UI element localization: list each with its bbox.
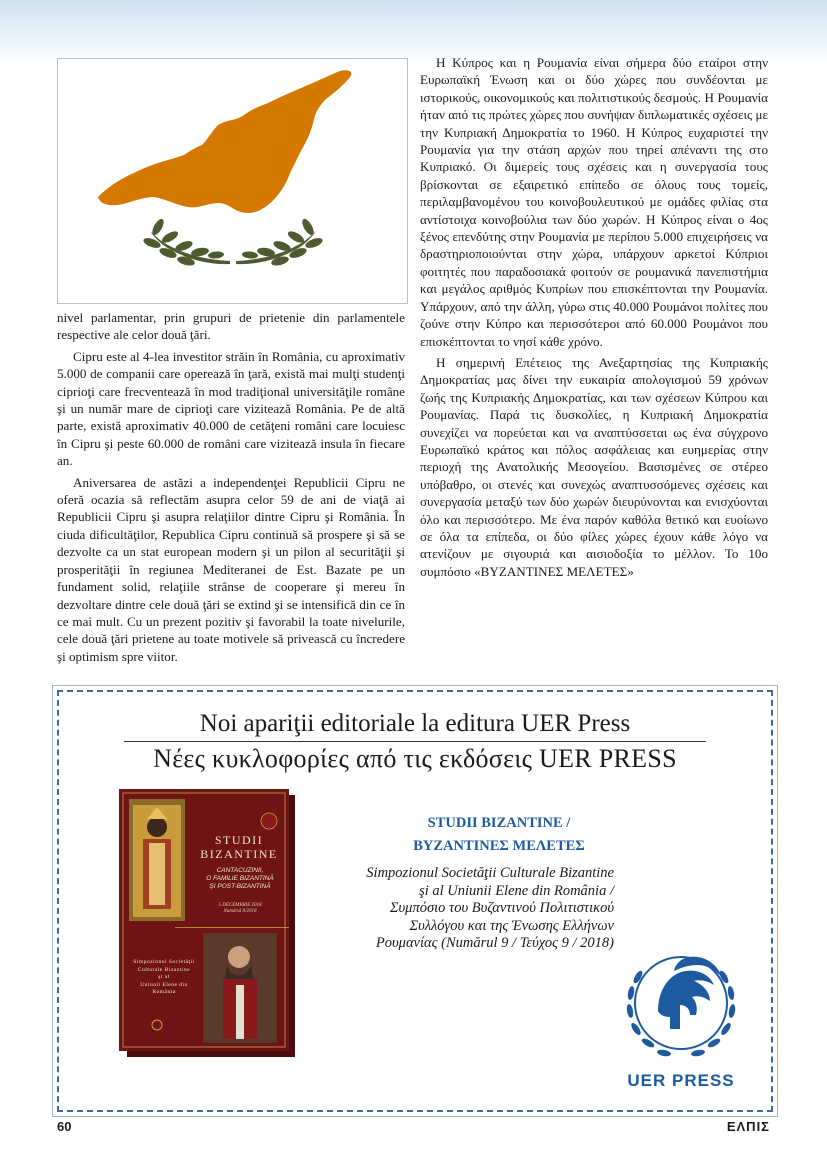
article-column-greek xyxy=(420,54,768,584)
page-header-sky xyxy=(0,0,827,62)
magazine-name: ΕΛΠΙΣ xyxy=(726,1119,770,1134)
book-description-line: Συμπόσιο του Βυζαντινού Πολιτιστικού xyxy=(389,900,614,916)
book-cover-lower-line: şi al xyxy=(158,974,170,980)
book-cover-subtitle-line: O FAMILIE BIZANTINĂ xyxy=(206,875,274,882)
book-cover-subtitle xyxy=(191,867,289,891)
cyprus-flag-icon xyxy=(57,58,408,304)
ad-title-greek: Νέες κυκλοφορίες από τις εκδόσεις UER PRESS xyxy=(153,744,677,773)
book-cover-lower-line: România xyxy=(152,989,176,995)
book-cover-date-line: Numărul 9/2018 xyxy=(223,909,257,914)
paragraph: Cipru este al 4-lea investitor străin în România, cu aproximativ 5.000 de companii care operează în ţară, există mai mulţi studenţi ciprioţi care frecventează în mod tradiţional universităţile române şi un număr mare de ciprioţi care vizitează România. Pe de altă parte, există aproximativ 40.000 de cetăţeni români care locuiesc în Cipru şi peste 60.000 de români care vizitează insula în fiecare an. xyxy=(57,348,405,469)
book-description-line: Συλλόγου και της Ένωσης Ελλήνων xyxy=(409,917,614,934)
book-cover-icon xyxy=(119,789,299,1057)
book-cover-title-line: STUDII xyxy=(214,833,264,847)
book-description-line: şi al Uniunii Elene din România / xyxy=(419,882,614,899)
book-cover-title xyxy=(189,833,289,861)
book-cover-subtitle-line: CANTACUZINII, xyxy=(216,867,264,874)
article-column-romanian xyxy=(57,309,405,669)
book-description-line: Ρουμανίας (Numărul 9 / Τεύχος 9 / 2018) xyxy=(375,935,614,951)
book-cover-date xyxy=(191,903,289,915)
athena-helmet-logo-icon xyxy=(614,937,748,1097)
ad-title-romanian: Noi apariţii editoriale la editura UER Press xyxy=(199,710,631,737)
paragraph: Η σημερινή Επέτειος της Ανεξαρτησίας της Κυπριακής Δημοκρατίας μας δίνει την ευκαιρία απολογισμού 59 χρόνων ζωής της Κυπριακής Δημοκρατίας, και των σχέσεων Κύπρου και Ρουμανίας. Παρά τις δυσκολίες, η Κυπριακή Δημοκρατία συνεχίζει να πορεύεται και να αναπτύσσεται ως ένα σύγχρονο Ευρωπαϊκό κράτος και πόλος ασφάλειας και ευημερίας στην περιοχή της Ανατολικής Μεσογείου. Βασισμένες σε στέρεο υπόβαθρο, οι στενές και συνεχώς αναπτυσσόμενες σχέσεις και συνεργασία μεταξύ των δύο χωρών διευρύνονται και ενισχύονται όλο και περισσότερο. Με ένα παρόν καθόλα θετικό και ευοίωνο σε όλα τα επίπεδα, οι δύο φίλες χώρες έχουν κάθε λόγο να ατενίζουν με σιγουριά και αισιοδοξία το μέλλον. Το 10ο συμπόσιο «ΒΥΖΑΝΤΙΝΕΣ ΜΕΛΕΤΕΣ» xyxy=(420,354,768,579)
book-cover-title-line: BIZANTINE xyxy=(200,847,278,861)
page-number: 60 xyxy=(57,1119,72,1134)
book-description-line: Simpozionul Societăţii Culturale Bizantine xyxy=(366,865,614,881)
book-title-greek: ΒΥΖΑΝΤΙΝΕΣ ΜΕΛΕΤΕΣ xyxy=(413,838,585,854)
book-title-romanian: STUDII BIZANTINE / xyxy=(427,815,571,831)
paragraph: Aniversarea de astăzi a independenţei Republicii Cipru ne oferă ocazia să reflectăm asupra celor 59 de ani de viaţă ai Republicii Cipru şi asupra relaţiilor dintre Cipru şi România. În ciuda dificultăţilor, Republica Cipru continuă să prospere şi să se dezvolte ca un stat european modern şi un pilon al securităţii şi prosperităţii în regiunea Mediteranei de Est. Bazate pe un fundament solid, relaţiile strânse de cooperare şi mereu în dezvoltare dintre cele două ţări se extind şi se intensifică din ce în ce mai mult. Cu un prezent pozitiv şi favorabil la toate nivelurile, cele două ţări prietene au toate motivele să privească cu încredere şi optimism spre viitor. xyxy=(57,474,405,664)
book-cover-subtitle-line: ŞI POST-BIZANTINĂ xyxy=(209,883,271,890)
book-cover-lower-line: Uniunii Elene din xyxy=(140,981,188,988)
book-description xyxy=(304,865,614,953)
divider xyxy=(124,741,706,742)
book-cover-lower-line: Simpozionul Societăţii xyxy=(133,959,195,965)
book-cover-date-line: 5 DECEMBRIE 2018 xyxy=(218,903,262,908)
paragraph: Η Κύπρος και η Ρουμανία είναι σήμερα δύο εταίροι στην Ευρωπαϊκή Ένωση και οι δύο χώρες που συνδέονται με ιστορικούς, οικονομικούς και πολιτιστικούς δεσμούς. Η Ρουμανία ήταν από τις πρώτες χώρες που συνήψαν διπλωματικές σχέσεις με την Κυπριακή Δημοκρατία το 1960. Η Κύπρος ευχαριστεί την Ρουμανία για την στάση αρχών που τηρεί απέναντι της στο Κυπριακό. Οι διμερείς τους σχέσεις και η συνεργασία τους βρίσκονται σε εξαιρετικό επίπεδο σε όλους τους τομείς, περιλαμβανομένου του κοινοβουλευτικού με ομάδες φιλίας στα αντίστοιχα κοινοβούλια των δύο χωρών. Η Κύπρος είναι ο 4ος ξένος επενδύτης στην Ρουμανία με περίπου 5.000 επιχειρήσεις να δραστηριοποιούνται στην χώρα, υπάρχουν αρκετοί Κύπριοι φοιτητές που παραδοσιακά φοιτούν σε ρουμανικά πανεπιστήμια και μεγάλος αριθμός Κυπρίων που επισκέπτονται την Ρουμανία. Υπάρχουν, από την άλλη, γύρω στις 40.000 Ρουμάνοι πολίτες που ζούνε στην Κύπρο και περισσότεροι από 60.000 Ρουμάνοι που επισκέπτονται το νησί κάθε χρόνο. xyxy=(420,55,768,349)
new-releases-advertisement xyxy=(57,690,773,1112)
paragraph: nivel parlamentar, prin grupuri de prietenie din parlamentele respective ale celor două ţări. xyxy=(57,310,405,343)
uer-press-logo-text: UER PRESS xyxy=(627,1071,735,1090)
book-cover-lower-line: Culturale Bizantine xyxy=(137,966,191,973)
book-cover-lower-text xyxy=(129,959,199,997)
